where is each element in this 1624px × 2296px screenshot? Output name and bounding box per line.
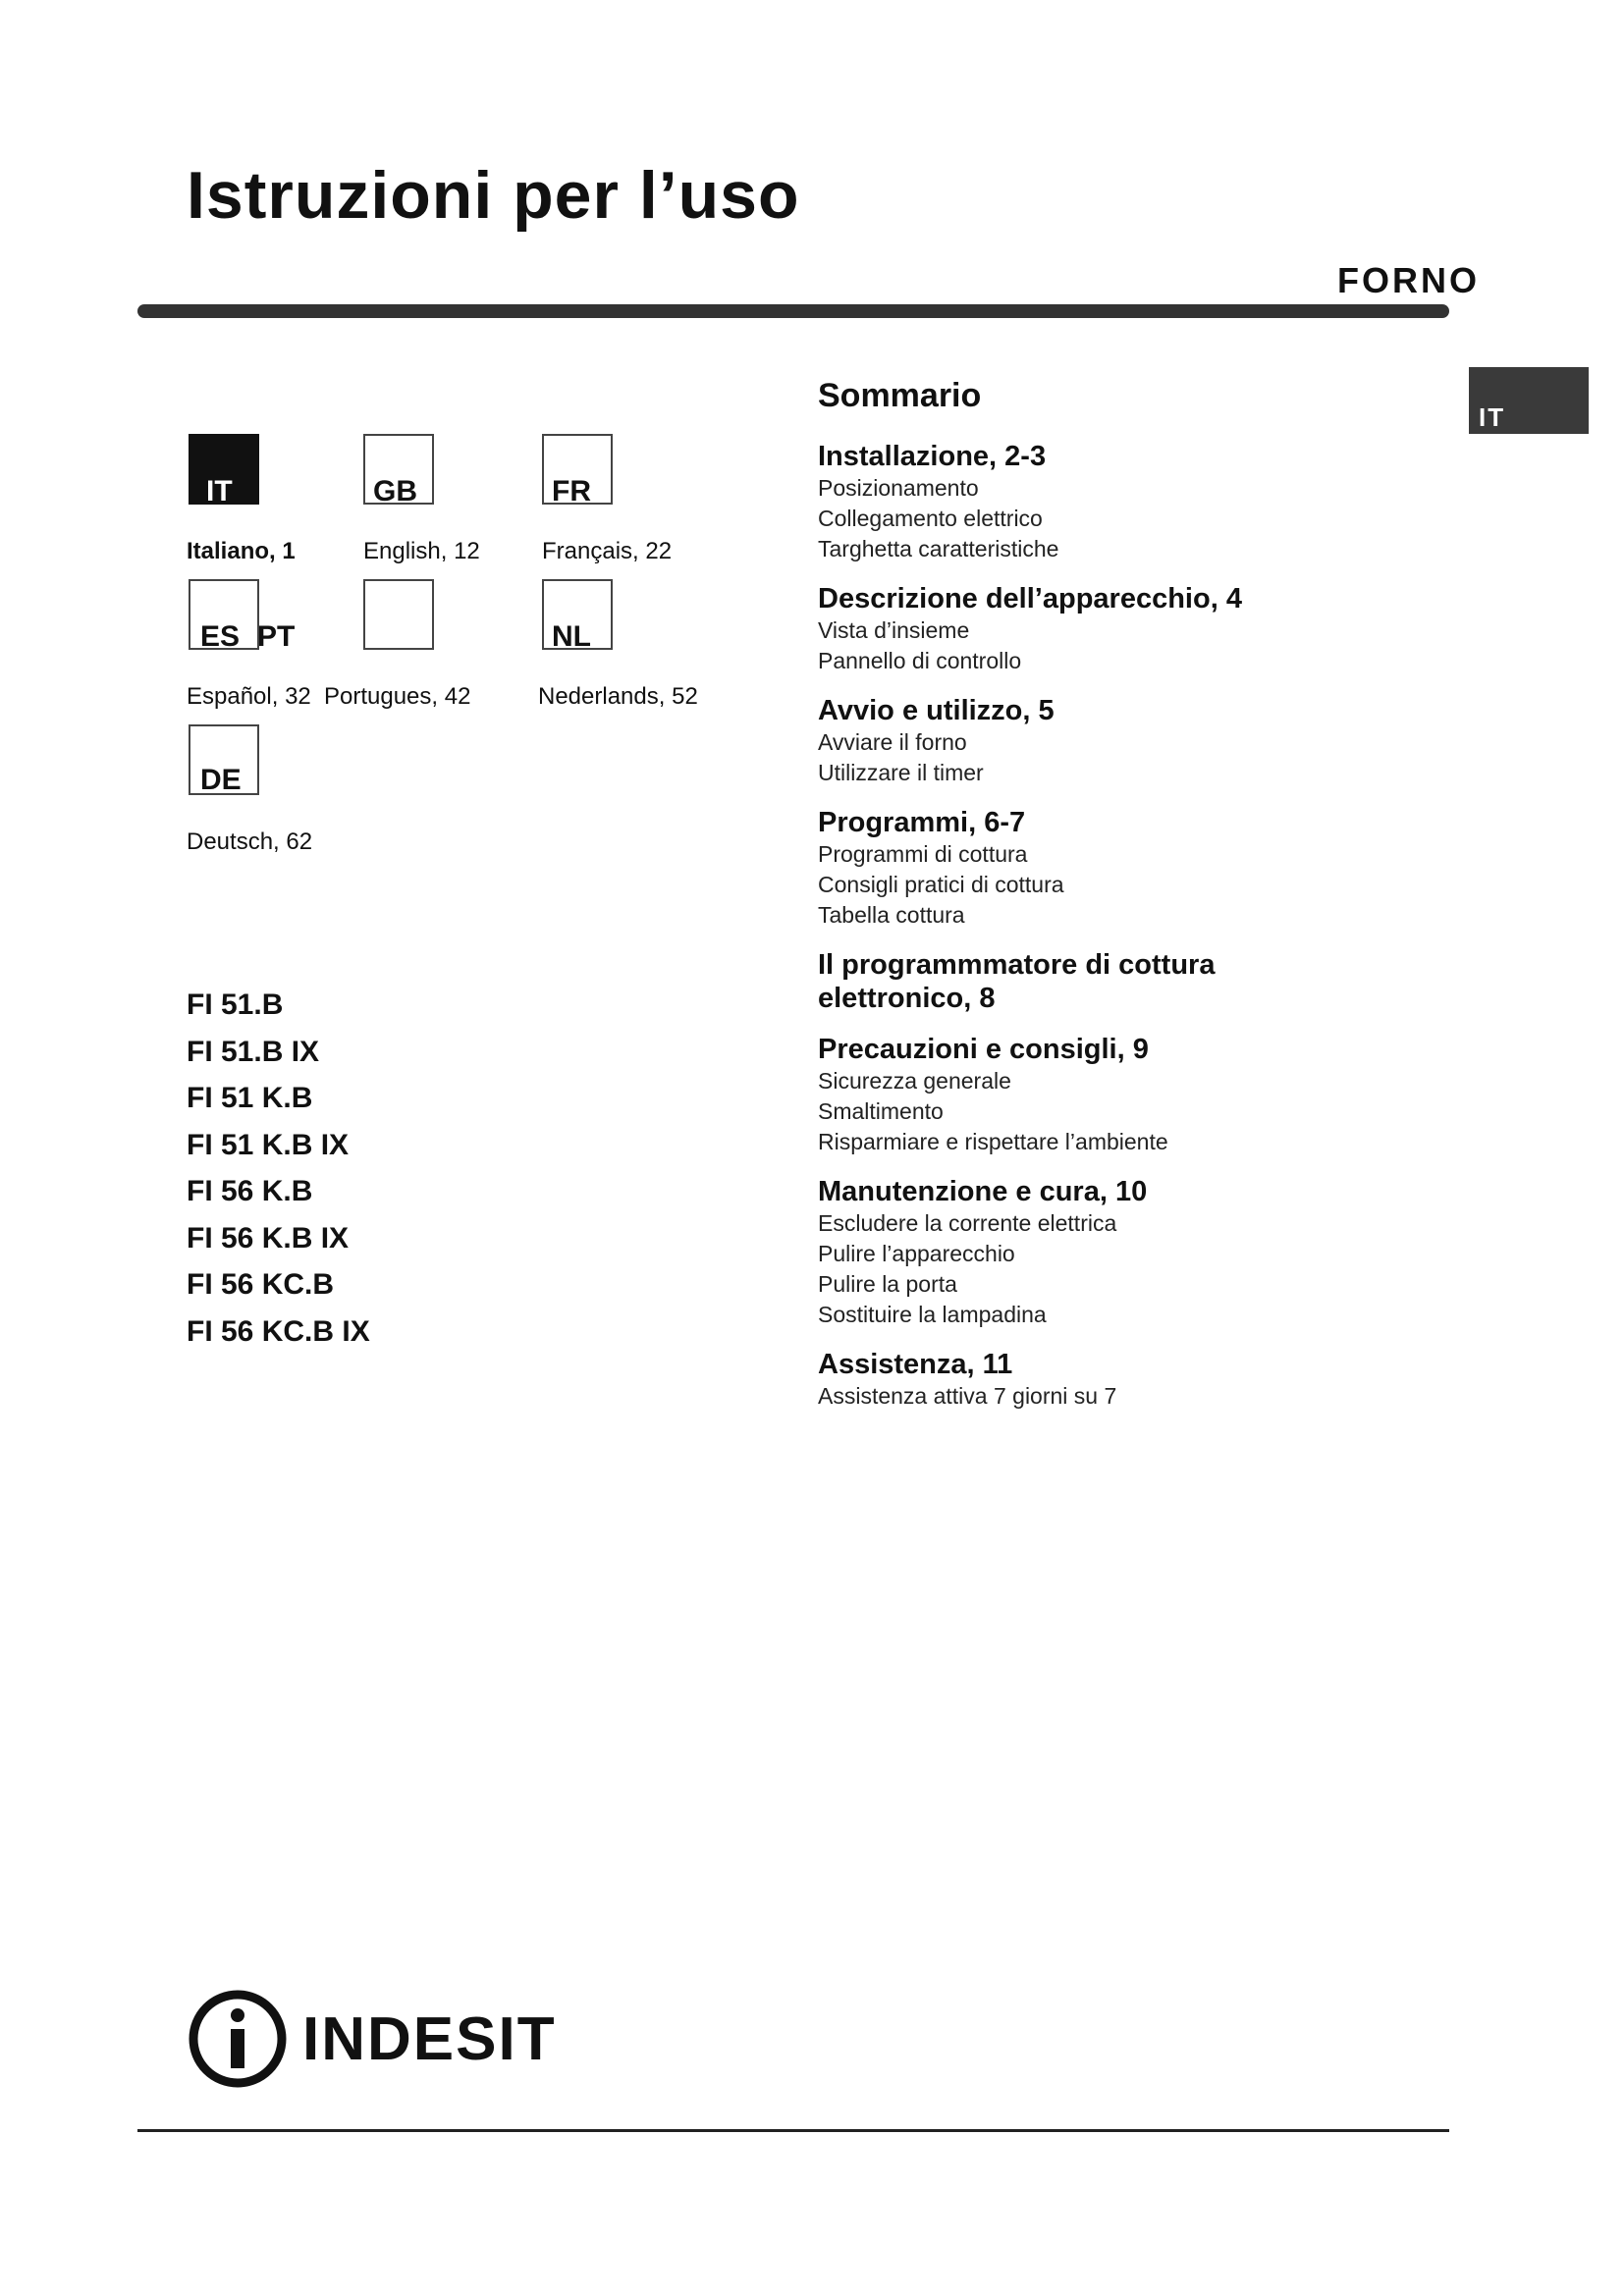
toc-item[interactable]: Smaltimento <box>818 1098 944 1124</box>
toc-item[interactable]: Vista d’insieme <box>818 617 970 643</box>
toc-heading[interactable]: Avvio e utilizzo, 5 <box>818 695 1055 726</box>
lang-code-fr: FR <box>552 475 591 507</box>
toc-item[interactable]: Risparmiare e rispettare l’ambiente <box>818 1129 1168 1154</box>
model-item: FI 56 K.B <box>187 1175 313 1207</box>
toc-item[interactable]: Targhetta caratteristiche <box>818 536 1059 561</box>
lang-code-nl: NL <box>552 620 591 653</box>
toc-heading[interactable]: Descrizione dell’apparecchio, 4 <box>818 583 1242 614</box>
toc-section-descrizione <box>818 582 1446 676</box>
model-item: FI 51.B IX <box>187 1035 320 1068</box>
brand-logo <box>187 1988 557 2090</box>
toc-section-precauzioni <box>818 1033 1446 1157</box>
lang-label-pt[interactable]: Portugues, 42 <box>324 683 471 710</box>
lang-label-fr[interactable]: Français, 22 <box>542 538 673 564</box>
lang-code-gb: GB <box>373 475 417 507</box>
toc-item[interactable]: Pulire la porta <box>818 1271 957 1297</box>
model-item: FI 56 KC.B <box>187 1268 335 1301</box>
toc-item[interactable]: Collegamento elettrico <box>818 506 1043 531</box>
lang-label-de[interactable]: Deutsch, 62 <box>187 828 313 855</box>
summary-title: Sommario <box>818 377 982 414</box>
toc-heading[interactable]: Assistenza, 11 <box>818 1349 1013 1380</box>
toc-item[interactable]: Assistenza attiva 7 giorni su 7 <box>818 1383 1117 1409</box>
toc-item[interactable]: Utilizzare il timer <box>818 760 984 785</box>
toc-item[interactable]: Tabella cottura <box>818 902 965 928</box>
language-side-tab: IT <box>1469 367 1589 434</box>
product-type: FORNO <box>1337 260 1480 300</box>
toc-section-programmi <box>818 806 1446 931</box>
table-of-contents <box>818 440 1446 1429</box>
lang-label-nl[interactable]: Nederlands, 52 <box>538 683 698 710</box>
lang-code-es: ES <box>200 620 241 653</box>
toc-heading[interactable]: Programmi, 6-7 <box>818 807 1026 838</box>
model-list <box>187 982 370 1355</box>
toc-section-manutenzione <box>818 1175 1446 1330</box>
toc-item[interactable]: Sostituire la lampadina <box>818 1302 1047 1327</box>
model-item: FI 56 KC.B IX <box>187 1314 370 1348</box>
page-title: Istruzioni per l’uso <box>187 158 800 233</box>
toc-item[interactable]: Pulire l’apparecchio <box>818 1241 1015 1266</box>
model-item: FI 51 K.B <box>187 1082 313 1114</box>
footer-divider <box>137 2129 1449 2132</box>
model-item: FI 56 K.B IX <box>187 1221 350 1255</box>
lang-label-es[interactable]: Español, 32 <box>187 683 311 710</box>
lang-box-pt[interactable] <box>363 579 434 650</box>
toc-heading[interactable]: Manutenzione e cura, 10 <box>818 1176 1148 1207</box>
lang-code-de: DE <box>200 764 242 796</box>
toc-section-assistenza <box>818 1348 1446 1412</box>
toc-section-installazione <box>818 440 1446 564</box>
toc-section-avvio <box>818 694 1446 788</box>
toc-item[interactable]: Programmi di cottura <box>818 841 1028 867</box>
toc-heading[interactable]: Installazione, 2-3 <box>818 441 1047 472</box>
toc-item[interactable]: Consigli pratici di cottura <box>818 872 1064 897</box>
lang-label-it[interactable]: Italiano, 1 <box>187 538 296 564</box>
indesit-emblem-icon <box>187 1988 289 2090</box>
toc-item[interactable]: Escludere la corrente elettrica <box>818 1210 1117 1236</box>
toc-item[interactable]: Sicurezza generale <box>818 1068 1011 1094</box>
brand-name: INDESIT <box>302 2004 557 2073</box>
toc-section-programmatore <box>818 948 1446 1015</box>
header-divider <box>137 304 1449 318</box>
model-item: FI 51.B <box>187 988 284 1021</box>
toc-item[interactable]: Pannello di controllo <box>818 648 1022 673</box>
toc-item[interactable]: Posizionamento <box>818 475 979 501</box>
toc-heading[interactable]: Precauzioni e consigli, 9 <box>818 1034 1149 1065</box>
model-item: FI 51 K.B IX <box>187 1128 350 1161</box>
toc-heading[interactable]: Il programmmatore di cottura elettronico, 8 <box>818 949 1216 1014</box>
toc-item[interactable]: Avviare il forno <box>818 729 967 755</box>
lang-code-it: IT <box>206 475 233 507</box>
lang-label-gb[interactable]: English, 12 <box>363 538 480 564</box>
lang-code-pt: PT <box>257 620 296 653</box>
